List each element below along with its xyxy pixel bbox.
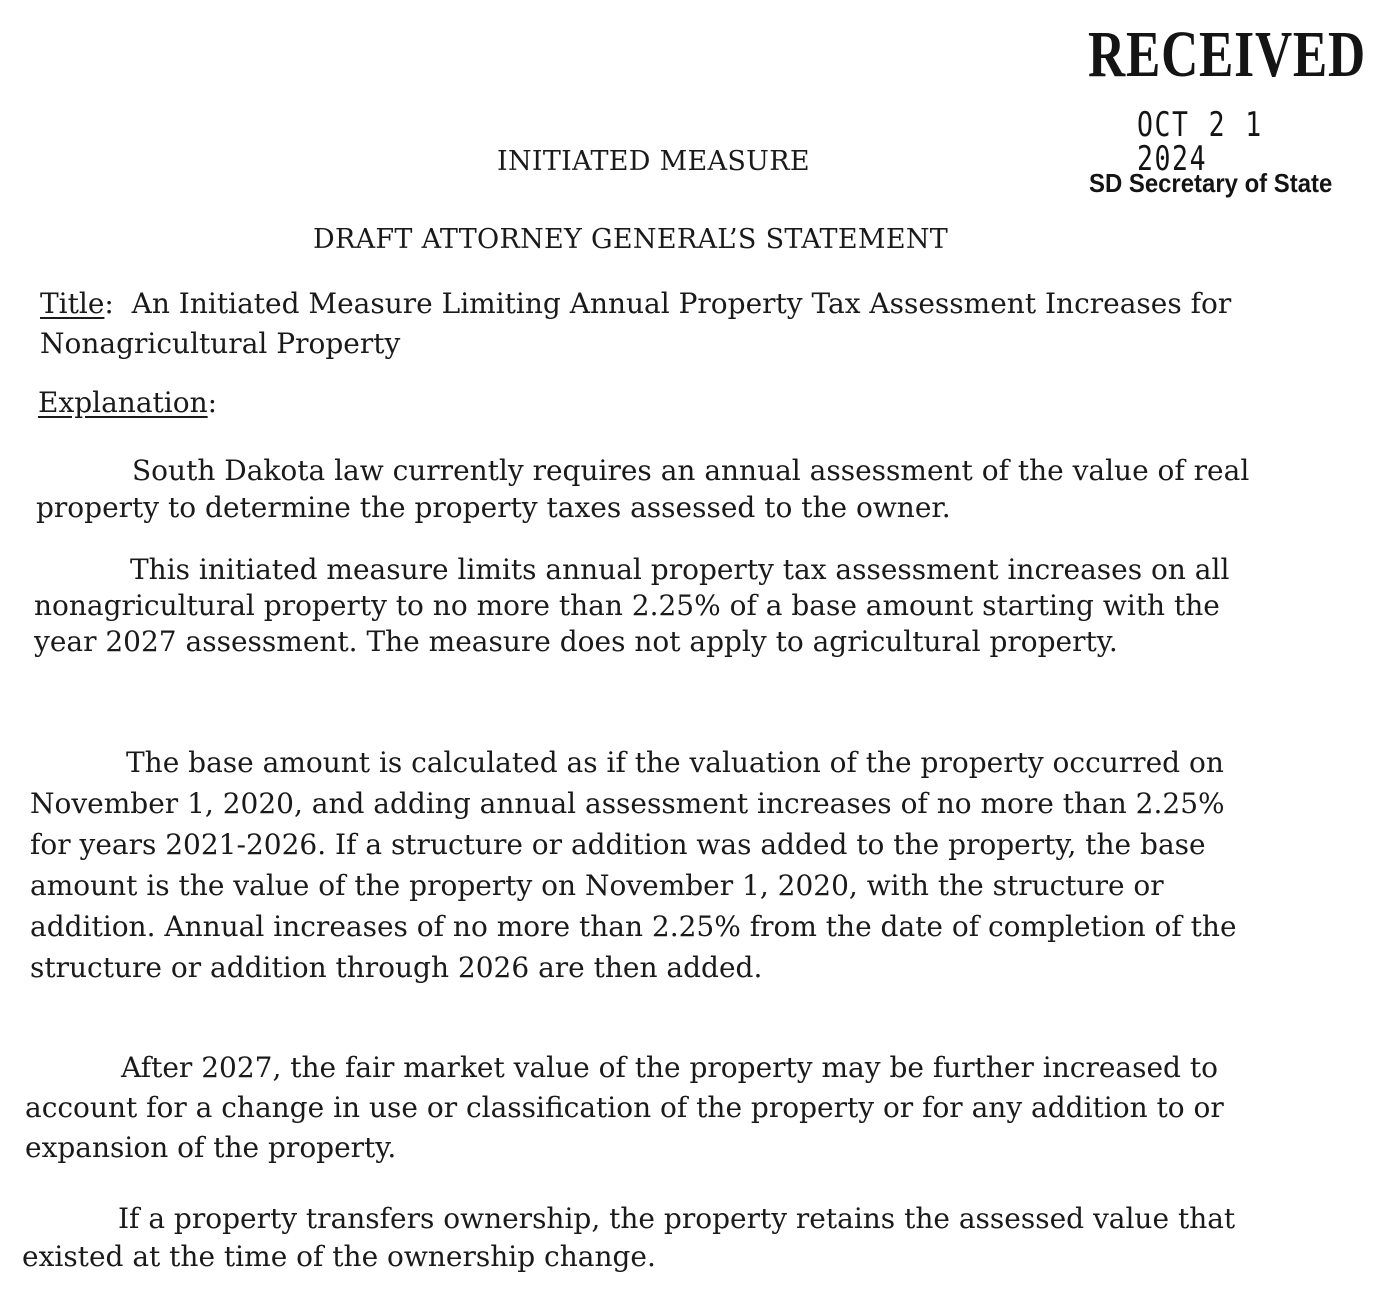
measure-title: Title: An Initiated Measure Limiting Annual Property Tax Assessment Increases for Nonagricultural Property (40, 287, 1232, 360)
title-label: Title (40, 287, 105, 320)
document-subheading: DRAFT ATTORNEY GENERAL’S STATEMENT (313, 224, 949, 255)
stamp-office: SD Secretary of State (1089, 168, 1333, 198)
explanation-heading: Explanation: (38, 386, 218, 419)
document-heading: INITIATED MEASURE (497, 146, 810, 177)
paragraph: This initiated measure limits annual property tax assessment increases on all nonagricultural property to no more than 2.25% of a base amount starting with the year 2027 assessment. The measure does not apply to agricultural property. (34, 553, 1230, 658)
stamp-received-text: RECEIVED (1088, 18, 1366, 91)
stamp-date: OCT 2 1 2024 (1137, 105, 1263, 179)
paragraph: The base amount is calculated as if the valuation of the property occurred on November 1, 2020, and adding annual assessment increases of no more than 2.25% for years 2021-2026. If a structure or addition was added to the property, the base amount is the value of the property on November 1, 2020, with the structure or addition. Annual increases of no more than 2.25% from the date of completion of the structure or addition through 2026 are then added. (30, 746, 1237, 984)
title-text: An Initiated Measure Limiting Annual Property Tax Assessment Increases for Nonagricultural Property (40, 287, 1232, 360)
paragraph: South Dakota law currently requires an annual assessment of the value of real property to determine the property taxes assessed to the owner. (36, 454, 1250, 524)
explanation-label: Explanation (38, 386, 208, 419)
paragraph: If a property transfers ownership, the property retains the assessed value that existed at the time of the ownership change. (22, 1202, 1236, 1273)
paragraph: After 2027, the fair market value of the property may be further increased to account for a change in use or classification of the property or for any addition to or expansion of the property. (25, 1051, 1224, 1164)
